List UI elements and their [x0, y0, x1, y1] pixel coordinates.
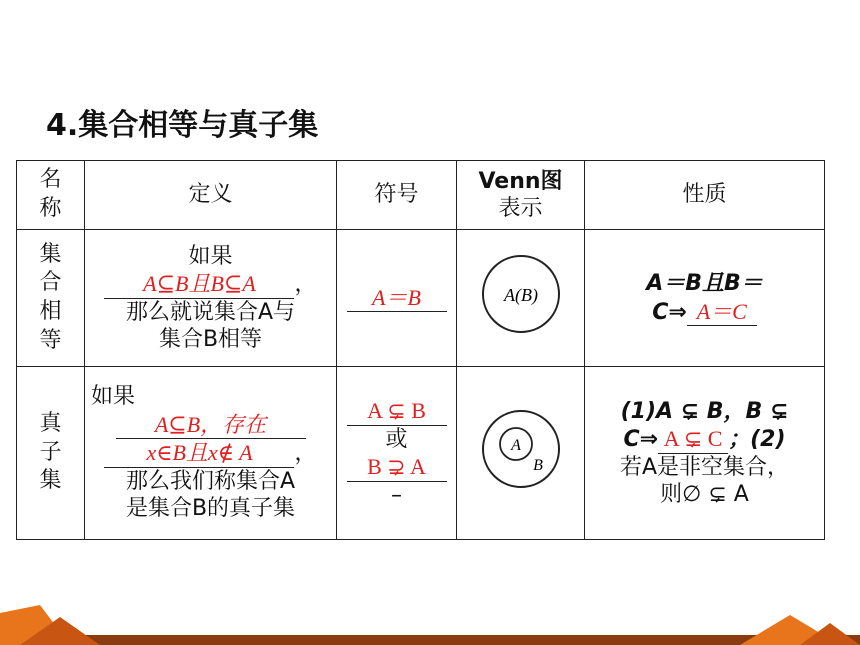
answer-blank: A＝B	[347, 284, 447, 313]
def-text: 那么就说集合A与	[125, 299, 296, 325]
answer-blank: B ⊋ A	[347, 453, 447, 482]
def-text: 如果	[188, 243, 233, 269]
page-title: 4.集合相等与真子集	[46, 108, 319, 143]
prop-text: C⇒	[652, 299, 687, 325]
row-proper-venn	[457, 367, 585, 540]
def-comma: ，	[294, 441, 317, 467]
def-text: 那么我们称集合A	[125, 468, 296, 494]
row-proper-symbol	[337, 367, 457, 540]
name-char: 相	[39, 299, 62, 324]
answer-blank: A ⊊ B	[347, 397, 447, 426]
answer-blank: x∈B且x∉ A	[104, 439, 294, 468]
table-row-equal	[17, 230, 825, 367]
table-header-row	[17, 161, 825, 230]
answer-blank: A ⊊ C	[658, 425, 728, 454]
def-comma: ，	[294, 272, 317, 297]
name-char: 真	[39, 411, 62, 437]
row-equal-venn	[457, 230, 585, 367]
concept-table	[16, 160, 825, 540]
name-char: 集	[39, 241, 62, 267]
row-proper-name	[17, 367, 85, 540]
name-char: 等	[39, 327, 62, 353]
def-text: 集合B相等	[158, 327, 263, 352]
prop-text: (1)A ⊊ B，B ⊊	[620, 398, 789, 424]
header-definition: 定义	[85, 161, 337, 230]
row-equal-definition	[85, 230, 337, 367]
row-equal-symbol	[337, 230, 457, 367]
header-property: 性质	[585, 161, 825, 230]
header-venn	[457, 161, 585, 230]
header-name-b: 称	[39, 196, 62, 221]
prop-text: 则∅ ⊊ A	[660, 482, 749, 507]
header-venn-a: Venn图	[478, 168, 563, 194]
header-venn-b: 表示	[498, 196, 543, 221]
row-equal-property	[585, 230, 825, 367]
prop-text: 若A是非空集合，	[619, 454, 790, 480]
def-text: 是集合B的真子集	[125, 496, 296, 522]
symbol-tail: –	[391, 482, 402, 508]
venn-equal-diagram	[476, 249, 566, 339]
footer-bar	[0, 635, 860, 645]
def-text: 如果	[91, 384, 136, 410]
prop-text: A＝B且B＝	[646, 271, 763, 296]
prop-text: ；(2)	[728, 427, 786, 452]
name-char: 子	[39, 439, 62, 465]
header-symbol: 符号	[337, 161, 457, 230]
header-name-a: 名	[39, 167, 62, 193]
venn-outer-circle	[483, 411, 559, 487]
row-proper-property	[585, 367, 825, 540]
table-row-proper	[17, 367, 825, 540]
prop-text: C⇒	[623, 427, 659, 452]
row-proper-definition	[85, 367, 337, 540]
answer-blank: A⊆B且B⊆A	[104, 270, 294, 299]
name-char: 合	[39, 270, 62, 296]
venn-outer-label: B	[532, 457, 543, 475]
venn-proper-diagram	[476, 404, 566, 494]
symbol-or: 或	[385, 426, 408, 452]
name-char: 集	[39, 468, 62, 494]
venn-label: A(B)	[503, 285, 538, 306]
answer-blank: A＝C	[687, 298, 757, 327]
answer-blank: A⊆B，存在	[116, 411, 306, 440]
venn-inner-label: A	[510, 437, 521, 455]
footer-decoration	[0, 605, 860, 645]
header-name	[17, 161, 85, 230]
row-equal-name	[17, 230, 85, 367]
